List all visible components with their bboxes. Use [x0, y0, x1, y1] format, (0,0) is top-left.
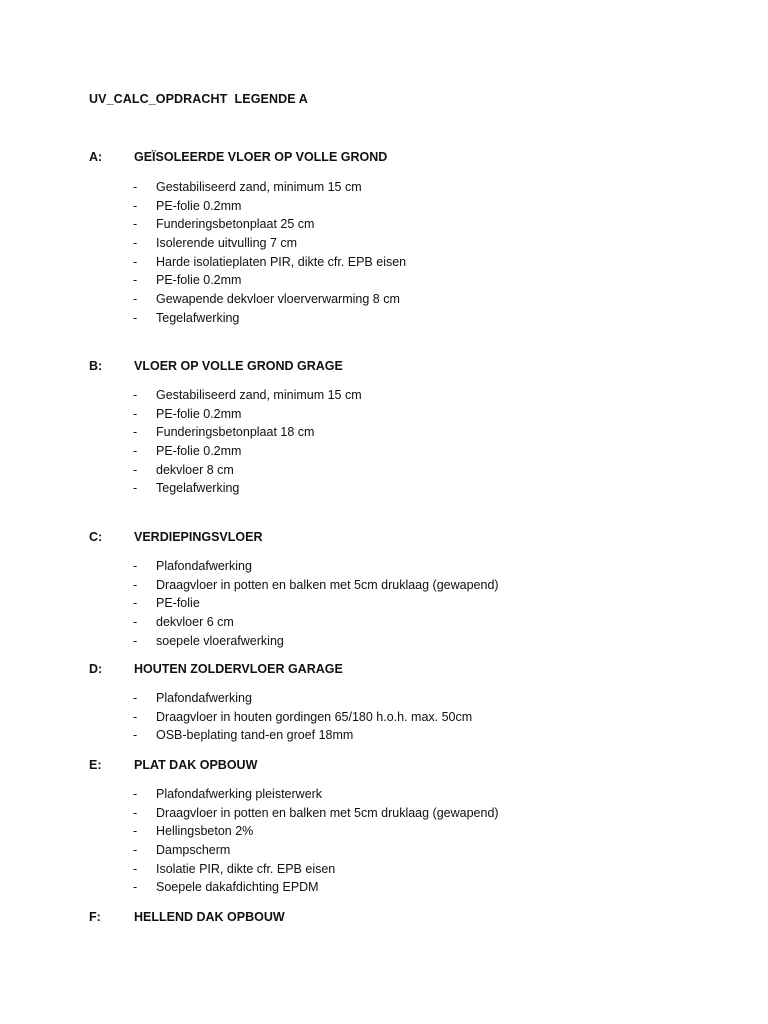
list-dash: -	[133, 843, 138, 858]
list-item-text: Funderingsbetonplaat 18 cm	[156, 425, 315, 440]
list-dash: -	[133, 880, 138, 895]
section-heading: PLAT DAK OPBOUW	[134, 758, 258, 772]
list-dash: -	[133, 633, 138, 648]
list-dash: -	[133, 198, 138, 213]
list-item-text: Hellingsbeton 2%	[156, 824, 254, 839]
list-item-text: Plafondafwerking pleisterwerk	[156, 787, 323, 801]
list-dash: -	[133, 292, 138, 307]
list-item-text: PE-folie 0.2mm	[156, 198, 242, 213]
list-item-text: Soepele dakafdichting EPDM	[156, 880, 319, 895]
list-dash: -	[133, 462, 138, 477]
list-dash: -	[133, 273, 138, 288]
list-dash: -	[133, 425, 138, 440]
list-dash: -	[133, 596, 138, 611]
list-item-text: Tegelafwerking	[156, 310, 240, 325]
list-dash: -	[133, 236, 138, 251]
list-dash: -	[133, 691, 138, 705]
list-item-text: Isolerende uitvulling 7 cm	[156, 236, 298, 251]
section-letter: E:	[89, 758, 102, 772]
section-heading: VERDIEPINGSVLOER	[134, 530, 263, 544]
list-dash: -	[133, 217, 138, 232]
list-dash: -	[133, 388, 138, 402]
list-item-text: Tegelafwerking	[156, 481, 240, 496]
list-item-text: dekvloer 8 cm	[156, 462, 234, 477]
list-item-text: soepele vloerafwerking	[156, 633, 284, 648]
list-dash: -	[133, 577, 138, 592]
section-letter: C:	[89, 530, 103, 544]
list-dash: -	[133, 861, 138, 876]
list-dash: -	[133, 180, 138, 194]
list-item-text: Isolatie PIR, dikte cfr. EPB eisen	[156, 861, 336, 876]
list-item-text: dekvloer 6 cm	[156, 615, 234, 630]
list-dash: -	[133, 310, 138, 325]
list-item-text: Gewapende dekvloer vloerverwarming 8 cm	[156, 292, 400, 307]
list-item-text: Funderingsbetonplaat 25 cm	[156, 217, 315, 232]
list-dash: -	[133, 444, 138, 459]
list-item-text: Dampscherm	[156, 843, 231, 858]
list-dash: -	[133, 824, 138, 839]
list-item-text: Plafondafwerking	[156, 691, 252, 705]
list-dash: -	[133, 481, 138, 496]
list-item-text: PE-folie 0.2mm	[156, 273, 242, 288]
list-dash: -	[133, 406, 138, 421]
section-letter: B:	[89, 359, 103, 373]
section-heading: HELLEND DAK OPBOUW	[134, 910, 285, 924]
list-dash: -	[133, 615, 138, 630]
section-heading: VLOER OP VOLLE GROND GRAGE	[134, 359, 343, 373]
list-item-text: Harde isolatieplaten PIR, dikte cfr. EPB eisen	[156, 254, 407, 269]
section-heading: HOUTEN ZOLDERVLOER GARAGE	[134, 662, 343, 676]
document-title: UV_CALC_OPDRACHT LEGENDE A	[89, 92, 308, 106]
list-item-text: Gestabiliseerd zand, minimum 15 cm	[156, 388, 362, 402]
list-dash: -	[133, 254, 138, 269]
list-item-text: Draagvloer in houten gordingen 65/180 h.o.h. max. 50cm	[156, 709, 473, 724]
list-dash: -	[133, 805, 138, 820]
list-dash: -	[133, 559, 138, 573]
section-letter: D:	[89, 662, 103, 676]
section-letter: F:	[89, 910, 101, 924]
section-letter: A:	[89, 150, 103, 164]
list-item-text: Gestabiliseerd zand, minimum 15 cm	[156, 180, 362, 194]
list-item-text: PE-folie 0.2mm	[156, 406, 242, 421]
list-item-text: PE-folie 0.2mm	[156, 444, 242, 459]
list-item-text: Draagvloer in potten en balken met 5cm druklaag (gewapend)	[156, 577, 499, 592]
section-heading: GEÏSOLEERDE VLOER OP VOLLE GROND	[134, 150, 388, 164]
list-dash: -	[133, 728, 138, 743]
list-item-text: PE-folie	[156, 596, 200, 611]
list-dash: -	[133, 709, 138, 724]
list-item-text: Plafondafwerking	[156, 559, 252, 573]
list-dash: -	[133, 787, 138, 801]
list-item-text: OSB-beplating tand-en groef 18mm	[156, 728, 354, 743]
list-item-text: Draagvloer in potten en balken met 5cm druklaag (gewapend)	[156, 805, 499, 820]
